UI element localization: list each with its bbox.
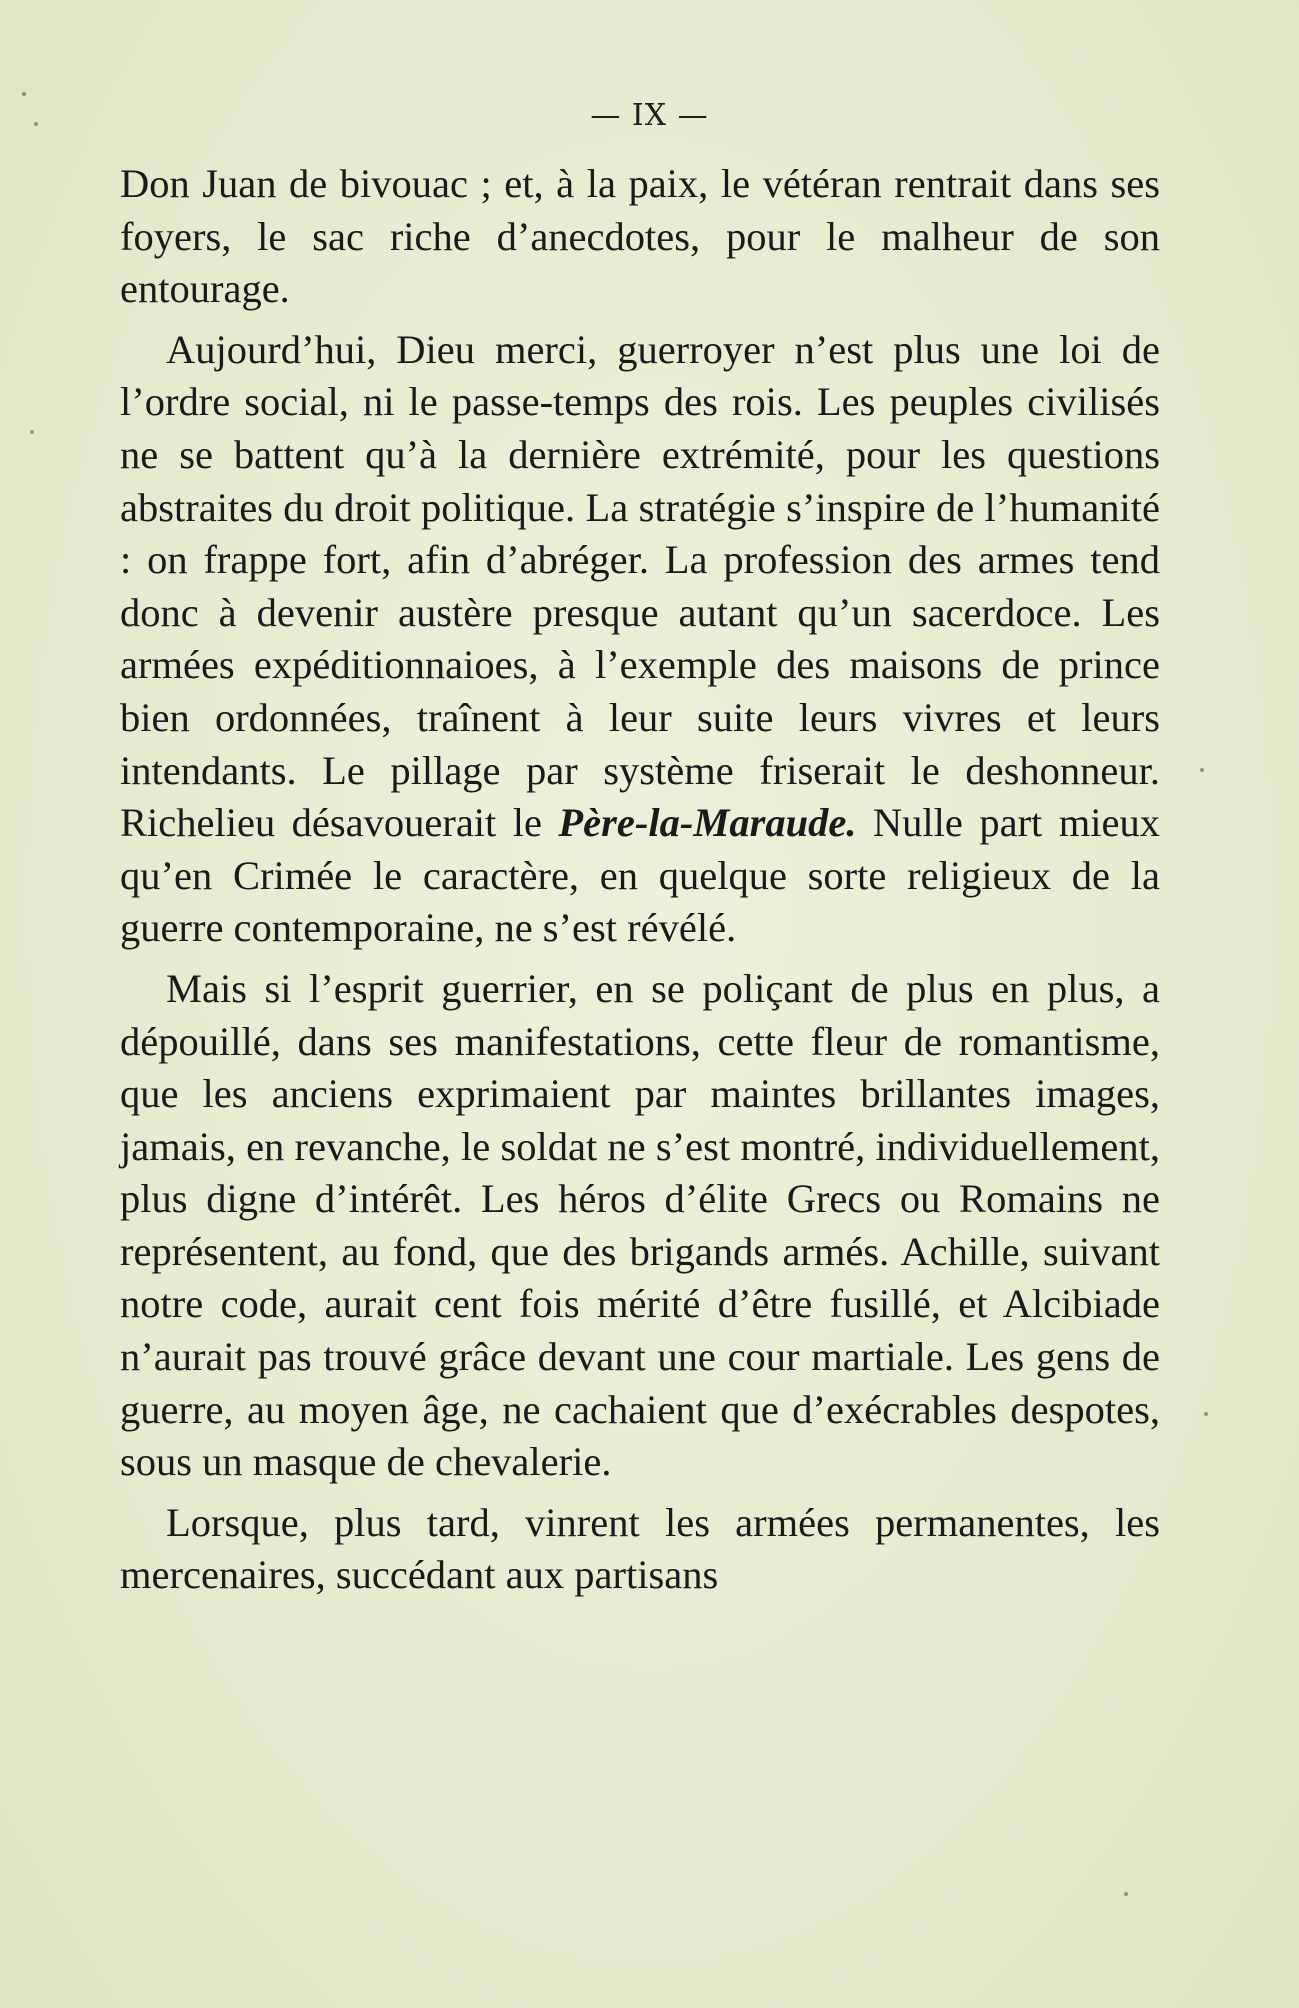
- paragraph-1: Don Juan de bivouac ; et, à la paix, le vétéran rentrait dans ses foyers, le sac riche d’anecdotes, pour le malheur de son entourage.: [120, 161, 1160, 312]
- paragraph-2-text-before: Aujourd’hui, Dieu merci, guerroyer n’est plus une loi de l’ordre social, ni le passe-temps des rois. Les peuples civilisés ne se battent qu’à la dernière extrémité, pour les questions abstraites du droit politique. La stratégie s’inspire de l’humanité : on frappe fort, afin d’abréger. La profession des armes tend donc à devenir austère presque autant qu’un sacerdoce. Les armées expéditionnaioes, à l’exemple des maisons de prince bien ordonnées, traînent à leur suite leurs vivres et leurs intendants. Le pillage par système friserait le deshonneur. Richelieu désavouerait le: [120, 326, 1160, 846]
- paper-speck: [22, 92, 26, 96]
- paper-speck: [34, 122, 38, 126]
- body-text: [120, 158, 1160, 1602]
- italic-title-pere-la-maraude: Père-la-Maraude.: [558, 800, 857, 846]
- paragraph-3: Mais si l’esprit guerrier, en se poliçant de plus en plus, a dépouillé, dans ses manifestations, cette fleur de romantisme, que les anciens exprimaient par maintes brillantes images, jamais, en revanche, le soldat ne s’est montré, individuellement, plus digne d’intérêt. Les héros d’élite Grecs ou Romains ne représentent, au fond, que des brigands armés. Achille, suivant notre code, aurait cent fois mérité d’être fusillé, et Alcibiade n’aurait pas trouvé grâce devant une cour martiale. Les gens de guerre, au moyen âge, ne cachaient que d’exécrables despotes, sous un masque de chevalerie.: [120, 965, 1160, 1485]
- paper-speck: [30, 430, 34, 434]
- paper-speck: [1200, 768, 1204, 772]
- paragraph-2-text-after: Nulle part mieux qu’en Crimée le caractère, en quelque sorte religieux de la guerre contemporaine, ne s’est révélé.: [120, 800, 1160, 951]
- page-number: — IX —: [590, 98, 709, 133]
- paper-speck: [1204, 1412, 1208, 1416]
- paper-speck: [1124, 1892, 1128, 1896]
- paragraph-4: Lorsque, plus tard, vinrent les armées permanentes, les mercenaires, succédant aux partisans: [120, 1499, 1160, 1598]
- paragraph-2: [120, 324, 1160, 955]
